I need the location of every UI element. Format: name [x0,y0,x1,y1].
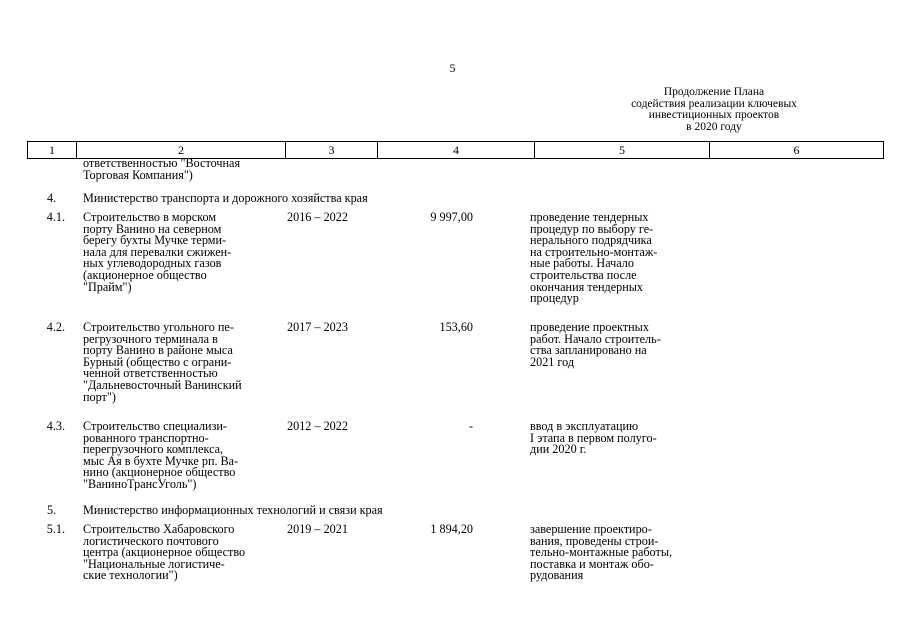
text-line: порту Ванино в районе мыса [83,343,233,358]
section-number: 4. [47,191,57,205]
project-sum: 9 997,00 [430,210,473,224]
text-line: порт") [83,389,116,404]
project-period: 2019 – 2021 [287,522,348,536]
text-line: рудования [530,568,584,583]
text-line: работ. Начало строитель- [530,331,661,346]
text-line: регрузочного терминала в [83,331,218,346]
text-line: проведение проектных [530,320,649,334]
text-line: Строительство в морском [83,210,217,224]
row-number: 4.1. [46,210,65,224]
text-line: Строительство специализи- [83,419,227,433]
project-name [83,322,283,403]
text-line: дии 2020 г. [530,442,587,457]
section-number: 5. [47,503,57,517]
text-line: ские технологии") [83,568,178,583]
text-line: проведение тендерных [530,210,649,224]
text-line: "Национальные логистиче- [83,556,225,571]
project-name [83,158,283,181]
project-status [530,421,705,456]
row-number: 5.1. [46,522,65,536]
text-line: вания, проведены строи- [530,533,659,548]
project-name [83,524,283,582]
text-line: (акционерное общество [83,267,207,282]
text-line: окончания тендерных [530,279,644,294]
section-title: Министерство транспорта и дорожного хозяйства края [83,191,368,205]
text-line: Строительство Хабаровского [83,522,235,536]
text-line: центра (акционерное общество [83,545,246,560]
text-line: логистического почтового [83,533,219,548]
project-sum: - [468,419,473,433]
project-status [530,322,705,368]
text-line: тельно-монтажные работы, [530,545,673,560]
heading-line: инвестиционных проектов [648,109,780,121]
project-period: 2012 – 2022 [287,419,348,433]
text-line: Торговая Компания") [83,167,193,182]
text-line: ные работы. Начало [530,256,634,271]
column-header: 2 [77,142,286,159]
text-line: нино (акционерное общество [83,465,236,480]
column-header: 5 [535,142,710,159]
heading-line: содействия реализации ключевых [631,97,797,110]
text-line: ченной ответственностью [83,366,218,381]
text-line: Бурный (общество с ограни- [83,354,232,369]
column-header: 6 [710,142,884,159]
text-line: мыс Ая в бухте Мучке рп. Ва- [83,453,239,468]
project-period: 2016 – 2022 [287,210,348,224]
section-title: Министерство информационных технологий и связи края [83,503,383,517]
column-header: 4 [378,142,535,159]
column-header: 3 [286,142,378,159]
project-sum: 1 894,20 [430,522,473,536]
text-line: "ВаниноТрансУголь") [83,476,197,491]
text-line: порту Ванино на северном [83,221,222,236]
text-line: завершение проектиро- [530,522,652,536]
heading-line: Продолжение Плана [663,86,765,98]
column-header: 1 [28,142,77,159]
text-line: строительства после [530,267,637,282]
project-name [83,421,283,491]
project-period: 2017 – 2023 [287,320,348,334]
project-status [530,524,705,582]
text-line: 2021 год [530,354,575,369]
text-line: ства запланировано на [530,343,647,358]
text-line: перегрузочного комплекса, [83,442,224,457]
row-number: 4.3. [46,419,65,433]
text-line: процедур по выбору ге- [530,221,654,236]
text-line: ных углеводородных газов [83,256,222,271]
page-number: 5 [449,61,456,75]
text-line: нала для перевалки сжижен- [83,244,232,259]
project-sum: 153,60 [439,320,473,334]
text-line: рованного транспортно- [83,430,209,445]
text-line: ответственностью "Восточная [83,156,241,170]
project-status [530,212,705,305]
text-line: Строительство угольного пе- [83,320,234,334]
document-heading [564,87,864,133]
text-line: "Дальневосточный Ванинский [83,377,242,392]
project-name [83,212,283,293]
text-line: "Прайм") [83,279,132,294]
text-line: ввод в эксплуатацию [530,419,639,433]
heading-line: в 2020 году [686,120,742,133]
text-line: нерального подрядчика [530,233,652,248]
text-line: берегу бухты Мучке терми- [83,233,227,248]
text-line: на строительно-монтаж- [530,244,658,259]
text-line: I этапа в первом полуго- [530,430,657,445]
text-line: поставка и монтаж обо- [530,556,654,571]
row-number: 4.2. [46,320,65,334]
text-line: процедур [530,291,579,306]
